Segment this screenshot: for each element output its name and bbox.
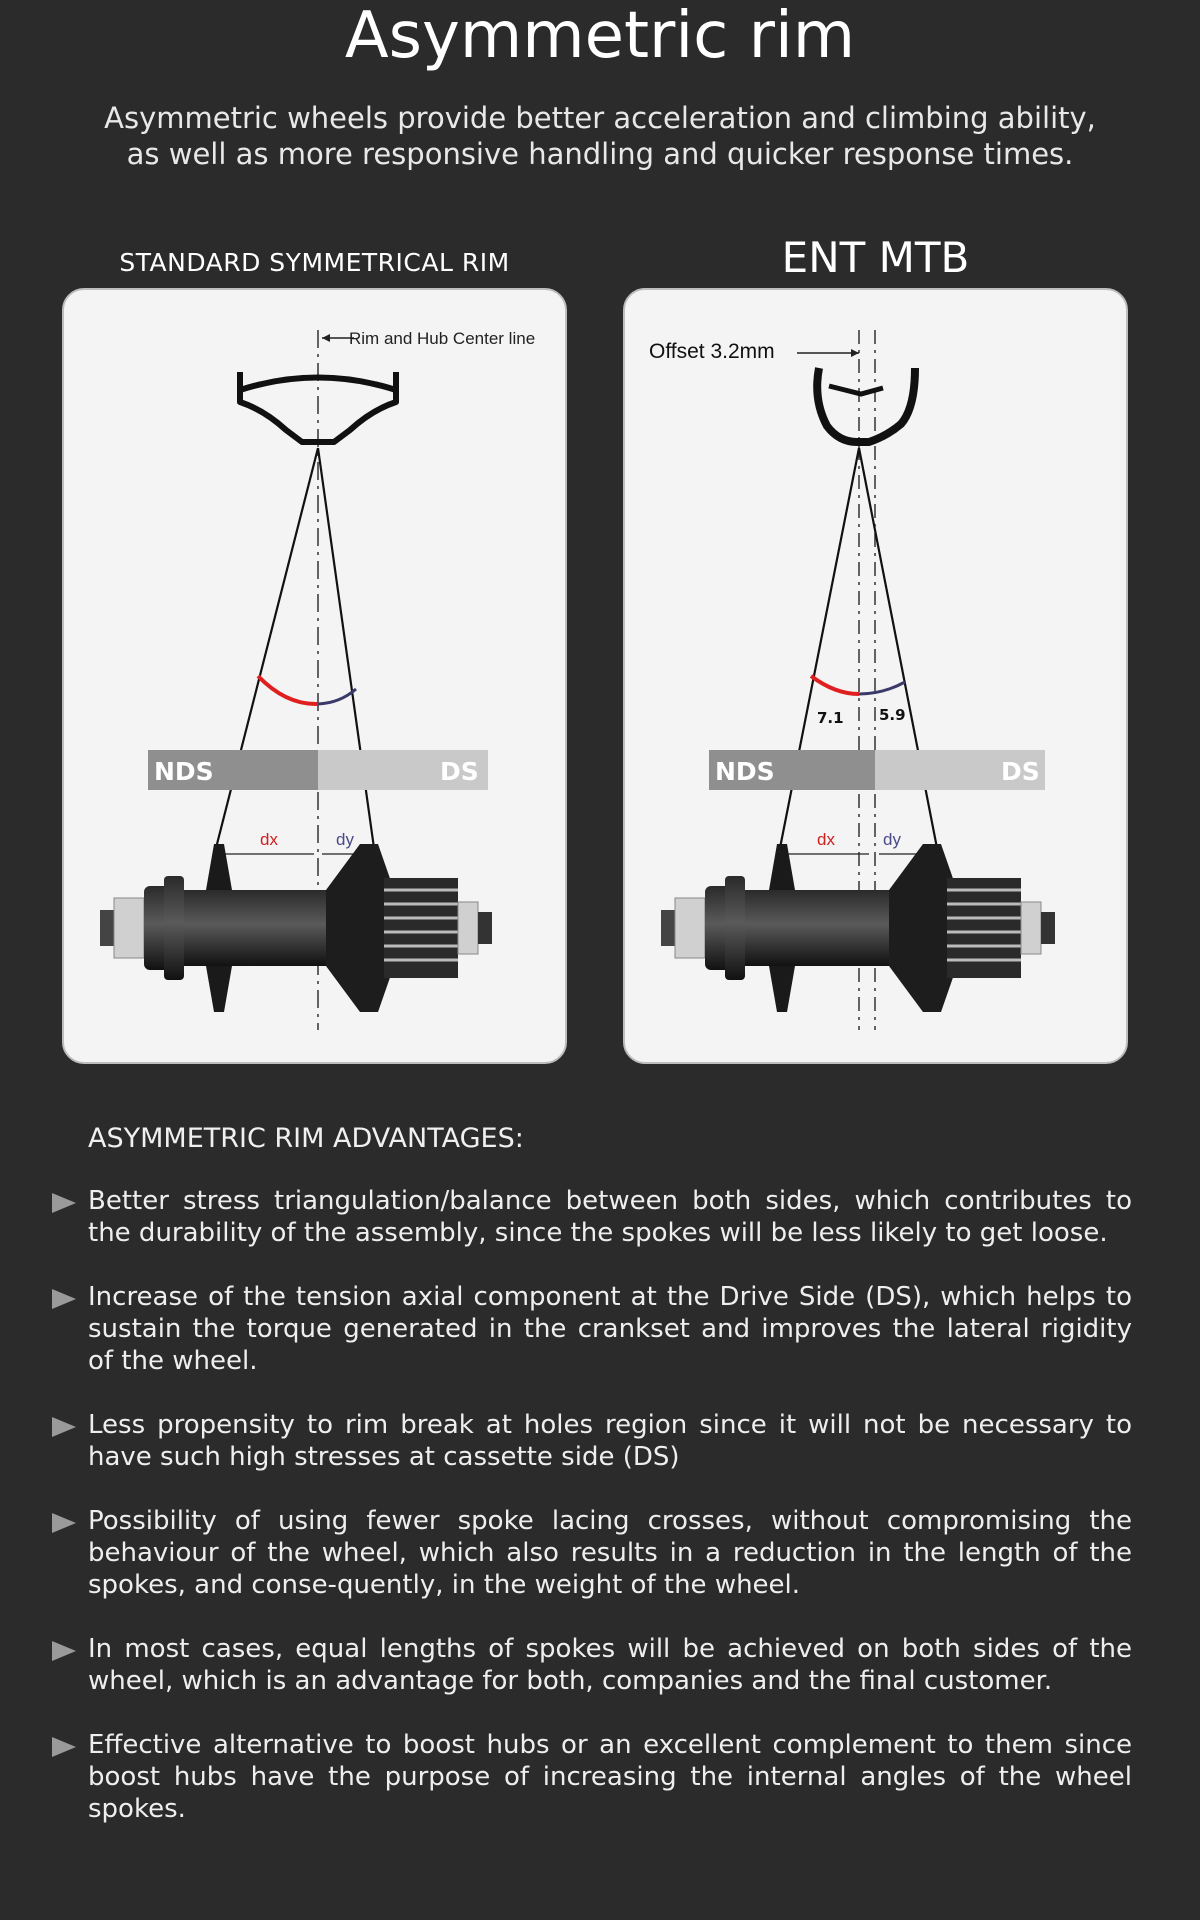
center-line-callout: Rim and Hub Center line <box>349 329 536 348</box>
ds-label: DS <box>1001 757 1040 786</box>
ent-mtb-diagram <box>623 288 1128 1064</box>
advantage-text: Less propensity to rim break at holes region since it will not be necessary to have such high stresses at cassette side (DS) <box>88 1410 1132 1472</box>
advantage-item <box>52 1633 1132 1697</box>
nds-angle-arc <box>258 676 318 704</box>
advantage-item <box>52 1185 1132 1249</box>
advantage-text: Possibility of using fewer spoke lacing crosses, without compromising the behaviour of the wheel, which also results in a reduction in the length of the spokes, and conse-quently, in the weight of the wheel. <box>88 1506 1132 1600</box>
arrow-bullet-icon <box>52 1289 76 1309</box>
advantage-item <box>52 1505 1132 1601</box>
advantage-text: Better stress triangulation/balance between both sides, which contributes to the durability of the assembly, since the spokes will be less likely to get loose. <box>88 1186 1132 1248</box>
subtitle-line-2: as well as more responsive handling and quicker response times. <box>126 137 1074 171</box>
arrow-bullet-icon <box>52 1737 76 1757</box>
dy-label: dy <box>883 830 901 849</box>
ds-angle-value: 5.9 <box>879 706 906 724</box>
arrow-bullet-icon <box>52 1513 76 1533</box>
ent-mtb-label: ENT MTB <box>781 233 970 282</box>
advantages-heading: ASYMMETRIC RIM ADVANTAGES: <box>88 1123 524 1154</box>
ent-mtb-svg <box>625 290 1128 1064</box>
advantages-list <box>52 1185 1132 1857</box>
nds-label: NDS <box>154 757 214 786</box>
nds-label: NDS <box>715 757 775 786</box>
dy-label: dy <box>336 830 354 849</box>
nds-angle-value: 7.1 <box>817 709 844 727</box>
page-title: Asymmetric rim <box>344 0 856 73</box>
advantage-item <box>52 1409 1132 1473</box>
rear-hub <box>100 844 492 1012</box>
arrow-bullet-icon <box>52 1417 76 1437</box>
advantage-text: Increase of the tension axial component at the Drive Side (DS), which helps to sustain the torque generated in the crankset and improves the lateral rigidity of the wheel. <box>88 1282 1132 1376</box>
offset-label: Offset 3.2mm <box>649 340 775 363</box>
rear-hub <box>661 844 1055 1012</box>
arrow-bullet-icon <box>52 1641 76 1661</box>
advantage-text: Effective alternative to boost hubs or an excellent complement to them since boost hubs have the purpose of increasing the internal angles of the wheel spokes. <box>88 1730 1132 1824</box>
asymmetric-rim-profile <box>817 368 915 442</box>
advantage-item <box>52 1281 1132 1377</box>
nds-angle-arc <box>811 676 859 694</box>
subtitle-line-1: Asymmetric wheels provide better acceleration and climbing ability, <box>104 101 1096 135</box>
standard-rim-label: STANDARD SYMMETRICAL RIM <box>119 248 510 277</box>
standard-rim-diagram <box>62 288 567 1064</box>
advantage-text: In most cases, equal lengths of spokes will be achieved on both sides of the wheel, which is an advantage for both, companies and the final customer. <box>88 1634 1132 1696</box>
advantage-item <box>52 1729 1132 1825</box>
dx-label: dx <box>260 830 278 849</box>
ds-label: DS <box>440 757 479 786</box>
page-subtitle <box>100 100 1100 172</box>
ds-angle-arc <box>318 689 356 704</box>
arrow-bullet-icon <box>52 1193 76 1213</box>
dx-label: dx <box>817 830 835 849</box>
ds-angle-arc <box>859 682 905 694</box>
standard-rim-svg <box>64 290 567 1064</box>
